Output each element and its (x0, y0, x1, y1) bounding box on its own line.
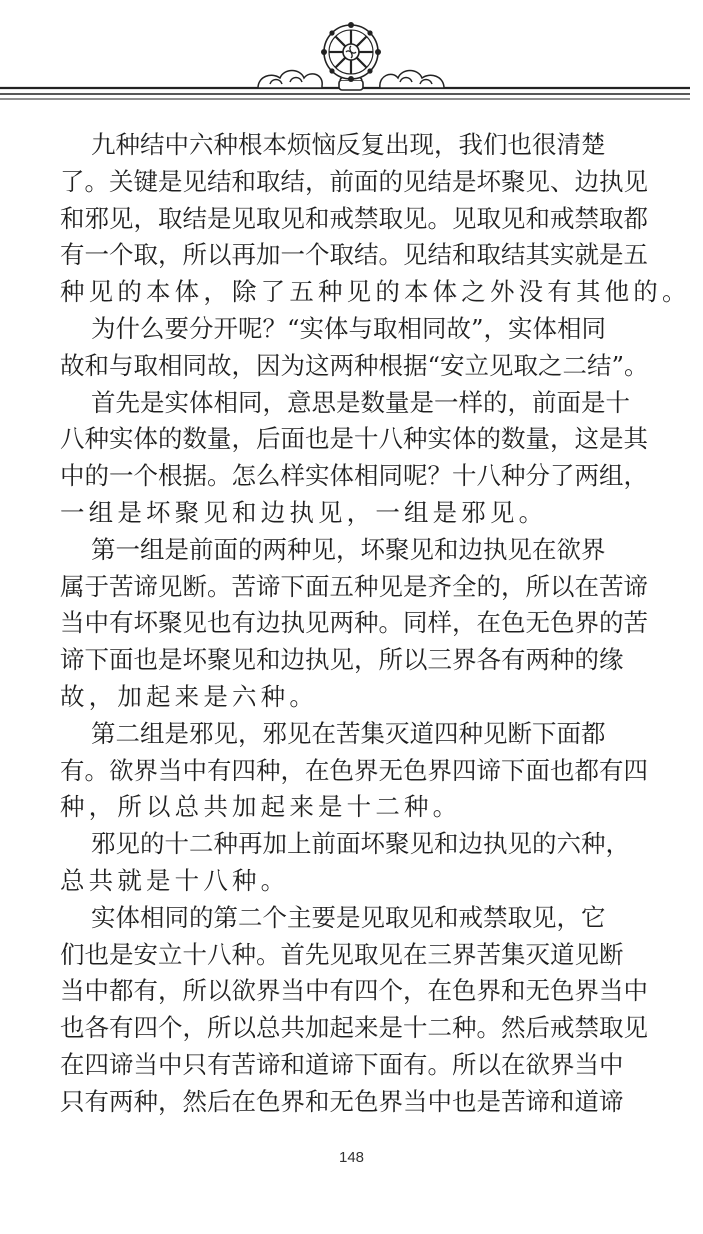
text-line: 在四谛当中只有苦谛和道谛下面有。所以在欲界当中 (60, 1049, 624, 1079)
text-line: 总共就是十八种。 (60, 865, 290, 895)
text-line: 当中有坏聚见也有边执见两种。同样，在色无色界的苦 (60, 608, 648, 638)
text-line: 一组是坏聚见和边执见，一组是邪见。 (60, 497, 548, 527)
text-line: 有。欲界当中有四种，在色界无色界四谛下面也都有四 (60, 755, 648, 785)
body-text (60, 127, 691, 1121)
text-line: 和邪见，取结是见取见和戒禁取见。见取见和戒禁取都 (60, 203, 648, 233)
text-line: 首先是实体相同，意思是数量是一样的，前面是十 (91, 387, 630, 417)
text-line: 中的一个根据。怎么样实体相同呢？十八种分了两组， (60, 461, 648, 491)
dharma-wheel-icon (321, 22, 381, 90)
text-line: 了。关键是见结和取结，前面的见结是坏聚见、边执见 (60, 166, 648, 196)
text-line: 当中都有，所以欲界当中有四个，在色界和无色界当中 (60, 976, 648, 1006)
text-line: 有一个取，所以再加一个取结。见结和取结其实就是五 (60, 240, 648, 270)
text-line: 九种结中六种根本烦恼反复出现，我们也很清楚 (91, 130, 606, 159)
text-line: 故和与取相同故，因为这两种根据“安立见取之二结”。 (60, 350, 649, 380)
text-line: 只有两种，然后在色界和无色界当中也是苦谛和道谛 (60, 1086, 624, 1116)
text-line: 种见的本体，除了五种见的本体之外没有其他的。 (60, 277, 691, 307)
text-line: 实体相同的第二个主要是见取见和戒禁取见，它 (91, 902, 606, 932)
header-ornament (0, 0, 703, 110)
text-line: 也各有四个，所以总共加起来是十二种。然后戒禁取见 (60, 1013, 648, 1043)
text-line: 八种实体的数量，后面也是十八种实体的数量，这是其 (60, 424, 648, 454)
left-cloud-icon (258, 71, 322, 89)
text-line: 种，所以总共加起来是十二种。 (60, 792, 462, 822)
text-line: 为什么要分开呢？“实体与取相同故”，实体相同 (91, 313, 607, 343)
text-line: 第一组是前面的两种见，坏聚见和边执见在欲界 (91, 534, 606, 564)
text-line: 邪见的十二种再加上前面坏聚见和边执见的六种， (91, 829, 630, 859)
text-line: 们也是安立十八种。首先见取见在三界苦集灭道见断 (60, 939, 624, 969)
page-number: 148 (338, 1149, 365, 1166)
right-cloud-icon (380, 71, 444, 89)
text-line: 第二组是邪见，邪见在苦集灭道四种见断下面都 (91, 718, 606, 748)
text-line: 属于苦谛见断。苦谛下面五种见是齐全的，所以在苦谛 (60, 571, 648, 601)
text-line: 谛下面也是坏聚见和边执见，所以三界各有两种的缘 (60, 645, 624, 675)
text-line: 故，加起来是六种。 (60, 681, 318, 711)
